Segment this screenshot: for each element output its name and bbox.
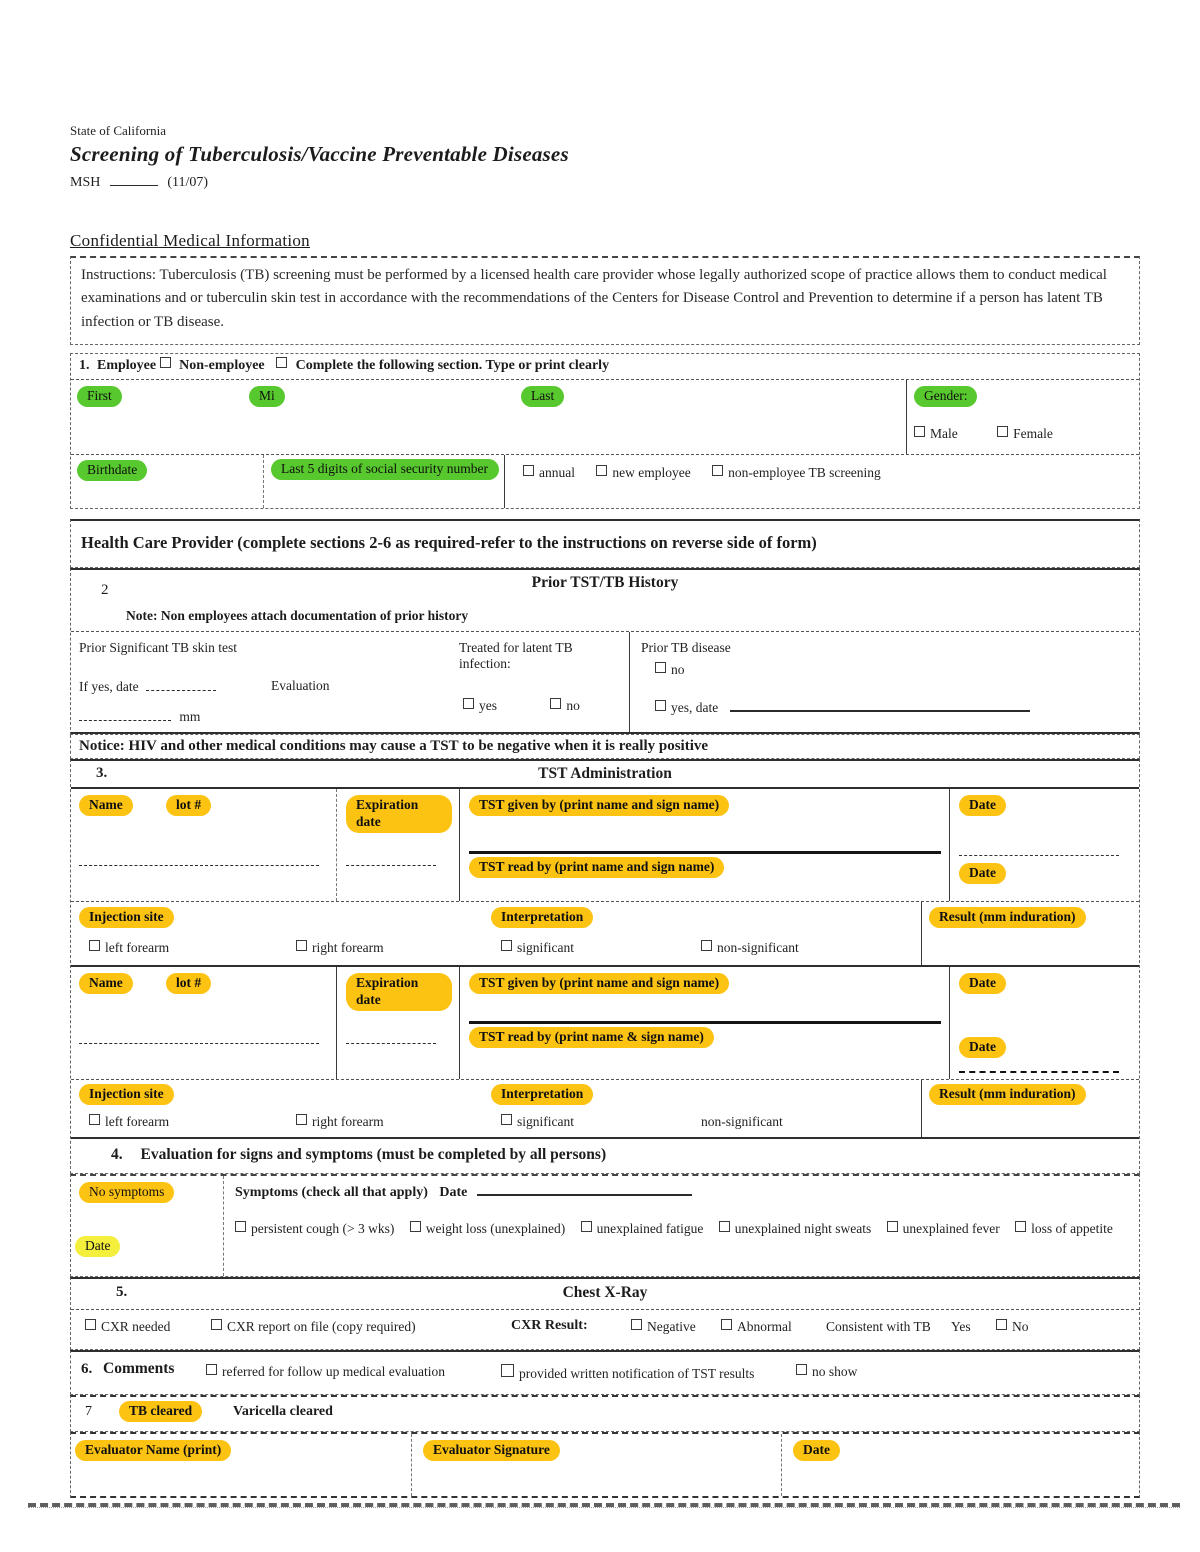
significant-label-2: significant: [517, 1113, 574, 1129]
tst2-exp-divider: [336, 967, 337, 1079]
confidential-heading: Confidential Medical Information: [70, 231, 310, 250]
significant-checkbox-1[interactable]: [501, 940, 512, 951]
tst1-given-signature-line[interactable]: [469, 851, 941, 854]
annual-checkbox[interactable]: [523, 465, 534, 476]
mm-blank[interactable]: [79, 708, 171, 721]
notice-row: [70, 735, 1140, 759]
symptom-fatigue-checkbox[interactable]: [581, 1221, 592, 1232]
male-label: Male: [930, 425, 958, 441]
prior-tb-date-blank[interactable]: [730, 698, 1030, 712]
non-significant-checkbox-1[interactable]: [701, 940, 712, 951]
cxr-needed-checkbox[interactable]: [85, 1319, 96, 1330]
injection-row-2: [71, 1079, 1139, 1139]
referred-label: referred for follow up medical evaluation: [222, 1363, 446, 1379]
non-significant-2: [701, 1114, 783, 1130]
cxr-needed-label: CXR needed: [101, 1318, 171, 1334]
cxr-report-checkbox[interactable]: [211, 1319, 222, 1330]
section1-title-row: [71, 354, 1139, 380]
tst-block-1: [71, 789, 1139, 901]
tst2-date-write-line[interactable]: [959, 1071, 1119, 1073]
provider-heading: Health Care Provider (complete sections 2-6 as required-refer to the instructions on reverse side of form): [81, 532, 817, 552]
latent-no-checkbox[interactable]: [550, 698, 561, 709]
injection-site-label-2[interactable]: Injection site: [79, 1084, 174, 1105]
provider-heading-box: [70, 519, 1140, 568]
right-forearm-1: [296, 940, 384, 956]
section4-heading: Evaluation for signs and symptoms (must be completed by all persons): [140, 1145, 607, 1163]
cxr-result-label: CXR Result:: [511, 1317, 588, 1333]
middle-initial-field-label[interactable]: Mi: [249, 386, 285, 407]
female-label: Female: [1013, 425, 1053, 441]
result-label-2[interactable]: Result (mm induration): [929, 1084, 1086, 1105]
cxr-needed: [85, 1319, 170, 1335]
interpretation-label-1[interactable]: Interpretation: [491, 907, 593, 928]
tst2-name-label[interactable]: Name: [79, 973, 133, 994]
prior-tb-label: Prior TB disease: [641, 639, 731, 655]
mm-line: [79, 708, 200, 725]
section2-header: [71, 570, 1139, 632]
section5-heading: Chest X-Ray: [562, 1283, 648, 1301]
no-symptoms-label[interactable]: No symptoms: [79, 1182, 174, 1203]
prior-tb-yes-date-label: yes, date: [671, 699, 719, 715]
comments-row: [71, 1352, 1139, 1394]
cxr-abnormal: [721, 1319, 792, 1335]
evaluation-label: Evaluation: [271, 677, 330, 693]
form-number-label: MSH: [70, 175, 101, 190]
prior-tb-yes: [655, 698, 1030, 716]
tst2-given-date-label[interactable]: Date: [959, 973, 1006, 994]
section4-number: 4.: [111, 1145, 123, 1163]
form-sheet: [70, 0, 1140, 1498]
tst1-exp-write-line[interactable]: [346, 853, 436, 866]
prior-skin-test-date: [79, 678, 216, 695]
section1-name-row: [71, 380, 1139, 454]
employee-label: Employee: [97, 357, 157, 373]
signature-divider-1: [411, 1434, 412, 1496]
symptom-weight-checkbox[interactable]: [410, 1221, 421, 1232]
signature-divider-2: [781, 1434, 782, 1496]
non-employee-screening-label: non-employee TB screening: [728, 464, 881, 480]
employee-checkbox[interactable]: [160, 357, 171, 368]
annual-label: annual: [539, 464, 575, 480]
symptoms-date-label: Date: [439, 1184, 468, 1200]
non-employee-label: Non-employee: [179, 357, 265, 373]
cxr-yes: [951, 1319, 971, 1335]
non-significant-label-2: non-significant: [701, 1113, 783, 1129]
state-text: State of California: [70, 123, 167, 138]
result-divider-1: [921, 902, 922, 965]
section3-heading: TST Administration: [538, 764, 672, 782]
non-employee-checkbox[interactable]: [276, 357, 287, 368]
symptoms-label: Symptoms (check all that apply): [235, 1184, 428, 1200]
symptoms-header: [235, 1182, 692, 1201]
symptom-cough-checkbox[interactable]: [235, 1221, 246, 1232]
no-show-label: no show: [812, 1363, 858, 1379]
cxr-report-label: CXR report on file (copy required): [227, 1318, 416, 1334]
cxr-abnormal-label: Abnormal: [737, 1318, 792, 1334]
tst2-exp-write-line[interactable]: [346, 1031, 436, 1044]
referred-checkbox[interactable]: [206, 1364, 217, 1375]
prior-tb-no-checkbox[interactable]: [655, 662, 666, 673]
tst1-read-by-label[interactable]: TST read by (print name and sign name): [469, 857, 724, 878]
symptoms-date-blank[interactable]: [477, 1182, 692, 1196]
left-forearm-checkbox-2[interactable]: [89, 1114, 100, 1125]
signature-date-label[interactable]: Date: [793, 1440, 840, 1461]
gender-options: [914, 426, 1053, 442]
section7-row: [71, 1397, 1139, 1431]
tst1-exp-divider: [336, 789, 337, 901]
tst1-date-write-line[interactable]: [959, 855, 1119, 856]
section4-divider: [223, 1176, 224, 1276]
cxr-consistent-label: Consistent with TB: [826, 1318, 931, 1334]
section2-number: 2: [101, 581, 109, 598]
complete-instruction: Complete the following section. Type or print clearly: [295, 357, 610, 373]
treated-latent-label: Treated for latent TB infection:: [459, 639, 573, 671]
section4-box: [70, 1174, 1140, 1277]
tst2-read-date-label[interactable]: Date: [959, 1037, 1006, 1058]
treated-options: [463, 698, 580, 714]
section5-box: [70, 1277, 1140, 1350]
cxr-yes-label: Yes: [951, 1318, 971, 1334]
non-employee-screening-checkbox[interactable]: [712, 465, 723, 476]
section1-box: [70, 353, 1140, 509]
female-checkbox[interactable]: [997, 426, 1008, 437]
no-show-option: [796, 1364, 857, 1380]
significant-2: [501, 1114, 574, 1130]
cxr-row: [71, 1309, 1139, 1349]
result-divider-2: [921, 1080, 922, 1137]
birthdate-divider: [263, 455, 264, 508]
tst-block-2: [71, 967, 1139, 1079]
if-yes-date-label: If yes, date: [79, 678, 139, 694]
signature-box: [70, 1432, 1140, 1498]
section4-body: [71, 1176, 1139, 1276]
tst1-givenby-divider: [459, 789, 460, 901]
left-forearm-2: [89, 1114, 169, 1130]
right-forearm-2: [296, 1114, 384, 1130]
section4-date-label[interactable]: Date: [75, 1236, 120, 1257]
form-number-line: [70, 173, 1140, 191]
left-forearm-checkbox-1[interactable]: [89, 940, 100, 951]
tst1-read-date-label[interactable]: Date: [959, 863, 1006, 884]
tst2-date-divider: [949, 967, 950, 1079]
symptom-weight-label: weight loss (unexplained): [425, 1220, 566, 1236]
msh-number-blank[interactable]: [110, 173, 158, 186]
cxr-abnormal-checkbox[interactable]: [721, 1319, 732, 1330]
last-name-field-label[interactable]: Last: [521, 386, 564, 407]
latent-yes-checkbox[interactable]: [463, 698, 474, 709]
right-forearm-checkbox-2[interactable]: [296, 1114, 307, 1125]
section2-note: Note: Non employees attach documentation of prior history: [126, 607, 469, 623]
tst2-given-by-label[interactable]: TST given by (print name and sign name): [469, 973, 729, 994]
cxr-no: [996, 1319, 1029, 1335]
section5-header: [71, 1279, 1139, 1309]
no-show-checkbox[interactable]: [796, 1364, 807, 1375]
symptom-appetite-label: loss of appetite: [1031, 1220, 1113, 1236]
section3-header: [71, 761, 1139, 789]
result-label-1[interactable]: Result (mm induration): [929, 907, 1086, 928]
birthdate-field-label[interactable]: Birthdate: [77, 460, 147, 481]
notice-text: Notice: HIV and other medical conditions may cause a TST to be negative when it is really positive: [79, 737, 709, 754]
prior-tb-no: [655, 662, 685, 678]
tst2-lot-label[interactable]: lot #: [166, 973, 211, 994]
section2-heading: Prior TST/TB History: [531, 573, 679, 591]
cxr-negative: [631, 1319, 696, 1335]
form-title: Screening of Tuberculosis/Vaccine Preventable Diseases: [70, 142, 569, 166]
section2-history-row: [71, 632, 1139, 734]
prior-skin-test-label: Prior Significant TB skin test: [79, 639, 237, 655]
tst1-lot-label[interactable]: lot #: [166, 795, 211, 816]
right-forearm-label-2: right forearm: [312, 1113, 384, 1129]
tst2-givenby-divider: [459, 967, 460, 1079]
notified-label: provided written notification of TST results: [519, 1365, 755, 1381]
footer-scan-line-2: [28, 1507, 1180, 1508]
injection-row-1: [71, 901, 1139, 967]
section7-box: [70, 1395, 1140, 1432]
prior-tb-yes-checkbox[interactable]: [655, 700, 666, 711]
varicella-cleared-label: Varicella cleared: [233, 1403, 333, 1419]
form-header: [70, 123, 1140, 191]
evaluator-signature-label[interactable]: Evaluator Signature: [423, 1440, 560, 1461]
new-employee-label: new employee: [612, 464, 691, 480]
left-forearm-1: [89, 940, 169, 956]
non-significant-label-1: non-significant: [717, 939, 799, 955]
section2-divider: [629, 632, 630, 732]
cxr-report: [211, 1319, 416, 1335]
symptom-options: [235, 1216, 1115, 1242]
tst2-read-by-label[interactable]: TST read by (print name & sign name): [469, 1027, 714, 1048]
section3-box: [70, 759, 1140, 1174]
symptom-cough-label: persistent cough (> 3 wks): [251, 1220, 395, 1236]
section4-header: [71, 1139, 1139, 1173]
significant-1: [501, 940, 574, 956]
tst2-given-signature-line[interactable]: [469, 1021, 941, 1024]
symptom-appetite-checkbox[interactable]: [1015, 1221, 1026, 1232]
symptom-fever-checkbox[interactable]: [887, 1221, 898, 1232]
latent-yes-label: yes: [479, 697, 497, 713]
notified-checkbox[interactable]: [501, 1364, 514, 1377]
tst1-date-divider: [949, 789, 950, 901]
cxr-negative-checkbox[interactable]: [631, 1319, 642, 1330]
tst1-expiration-label[interactable]: Expiration date: [346, 795, 452, 833]
section7-number: 7: [85, 1403, 92, 1419]
tst1-given-date-label[interactable]: Date: [959, 795, 1006, 816]
instructions-text: Instructions: Tuberculosis (TB) screening must be performed by a licensed health care provider whose legally authorized scope of practice allows them to conduct medical examinations and or tuberculin skin test in accordance with the recommendations of the Centers for Disease Control and Prevention to determine if a person has latent TB infection or TB disease.: [81, 267, 1107, 330]
referred-option: [206, 1364, 445, 1380]
symptom-fatigue-label: unexplained fatigue: [596, 1220, 704, 1236]
section2-box: [70, 568, 1140, 735]
tst1-name-label[interactable]: Name: [79, 795, 133, 816]
cxr-no-label: No: [1012, 1318, 1029, 1334]
cxr-no-checkbox[interactable]: [996, 1319, 1007, 1330]
tb-cleared-label[interactable]: TB cleared: [119, 1401, 202, 1422]
latent-no-label: no: [566, 697, 580, 713]
injection-site-label-1[interactable]: Injection site: [79, 907, 174, 928]
non-significant-1: [701, 940, 799, 956]
ssn-field-label[interactable]: Last 5 digits of social security number: [271, 459, 499, 480]
significant-checkbox-2[interactable]: [501, 1114, 512, 1125]
symptom-sweats-checkbox[interactable]: [719, 1221, 730, 1232]
tst1-name-write-line[interactable]: [79, 853, 319, 866]
tst2-name-write-line[interactable]: [79, 1031, 319, 1044]
left-forearm-label-2: left forearm: [105, 1113, 170, 1129]
comments-label: Comments: [103, 1359, 175, 1377]
section6-number: 6.: [81, 1360, 93, 1377]
if-yes-date-blank[interactable]: [146, 678, 216, 691]
right-forearm-checkbox-1[interactable]: [296, 940, 307, 951]
tst2-expiration-label[interactable]: Expiration date: [346, 973, 452, 1011]
evaluator-name-label[interactable]: Evaluator Name (print): [75, 1440, 231, 1461]
screening-type-options: [523, 465, 881, 481]
signature-row: [71, 1434, 1139, 1496]
significant-label-1: significant: [517, 939, 574, 955]
notified-option: [501, 1364, 754, 1382]
new-employee-checkbox[interactable]: [596, 465, 607, 476]
first-name-field-label[interactable]: First: [77, 386, 122, 407]
mm-label: mm: [179, 708, 201, 724]
section6-box: [70, 1350, 1140, 1395]
symptom-fever-label: unexplained fever: [902, 1220, 1000, 1236]
gender-divider: [906, 380, 907, 454]
cxr-negative-label: Negative: [647, 1318, 696, 1334]
interpretation-label-2[interactable]: Interpretation: [491, 1084, 593, 1105]
instructions-box: [70, 256, 1140, 345]
screening-divider: [504, 455, 505, 508]
section1-birthdate-row: [71, 454, 1139, 508]
symptom-sweats-label: unexplained night sweats: [734, 1220, 872, 1236]
section3-number: 3.: [96, 764, 108, 781]
section1-number: 1.: [79, 357, 90, 373]
form-revision: (11/07): [167, 175, 209, 190]
left-forearm-label-1: left forearm: [105, 939, 170, 955]
tst1-given-by-label[interactable]: TST given by (print name and sign name): [469, 795, 729, 816]
section5-number: 5.: [116, 1283, 128, 1300]
prior-tb-no-label: no: [671, 661, 685, 677]
gender-field-label[interactable]: Gender:: [914, 386, 977, 407]
male-checkbox[interactable]: [914, 426, 925, 437]
right-forearm-label-1: right forearm: [312, 939, 384, 955]
